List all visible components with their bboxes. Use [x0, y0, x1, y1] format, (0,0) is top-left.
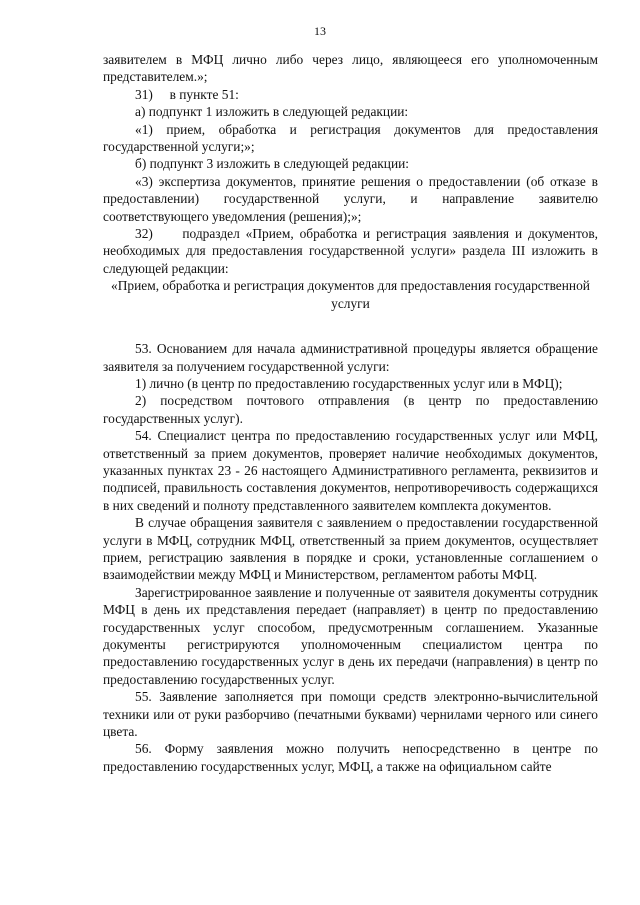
paragraph: В случае обращения заявителя с заявлением о предоставлении государственной услуги в МФЦ, сотрудник МФЦ, ответственный за прием документов, осуществляет прием, регистрацию заявления в порядке и сроки, установленные соглашением о взаимодействии между МФЦ и Министерством, регламентом работы МФЦ. — [103, 515, 598, 583]
spacer — [103, 312, 598, 332]
paragraph: «1) прием, обработка и регистрация документов для предоставления государственной услуги;»; — [103, 121, 598, 155]
document-body — [103, 51, 598, 775]
paragraph: 31) в пункте 51: — [135, 86, 239, 102]
section-heading: «Прием, обработка и регистрация документов для предоставления государственной услуги — [111, 278, 590, 311]
page-number: 13 — [314, 24, 326, 38]
paragraph: 54. Специалист центра по предоставлению государственных услуг или МФЦ, ответственный за прием документов, проверяет наличие необходимых документов, указанных пунктах 23 - 26 настоящего Административного регламента, реквизитов и подписей, правильность составления документов, непротиворечивость содержащихся в них сведений и полноту представленного заявителем комплекта документов. — [103, 428, 598, 513]
paragraph: 56. Форму заявления можно получить непосредственно в центре по предоставлению государственных услуг, МФЦ, а также на официальном сайте — [103, 741, 598, 774]
paragraph: 2) посредством почтового отправления (в центр по предоставлению государственных услуг). — [103, 393, 598, 426]
paragraph: заявителем в МФЦ лично либо через лицо, являющееся его уполномоченным представителем.»; — [103, 52, 598, 85]
paragraph: «3) экспертиза документов, принятие решения о предоставлении (об отказе в предоставлении) государственной услуги, и направление заявителю соответствующего уведомления (решения);»; — [103, 173, 598, 224]
paragraph: б) подпункт 3 изложить в следующей редакции: — [135, 156, 410, 172]
paragraph: 32) подраздел «Прием, обработка и регистрация заявления и документов, необходимых для предоставления государственной услуги» раздела III изложить в следующей редакции: — [103, 226, 598, 276]
paragraph: 55. Заявление заполняется при помощи средств электронно-вычислительной техники или от руки разборчиво (печатными буквами) чернилами черного или синего цвета. — [103, 689, 598, 740]
paragraph: 53. Основанием для начала административной процедуры является обращение заявителя за получением государственной услуги: — [103, 341, 598, 374]
paragraph: 1) лично (в центр по предоставлению государственных услуг или в МФЦ); — [135, 375, 563, 391]
paragraph: а) подпункт 1 изложить в следующей редакции: — [135, 104, 409, 120]
paragraph: Зарегистрированное заявление и полученные от заявителя документы сотрудник МФЦ в день их представления передает (направляет) в центр по предоставлению государственных услуг способом, предусмотренным соглашением. Указанные документы регистрируются уполномоченным специалистом центра по предоставлению государственных услуг в день их передачи (направления) в центр по предоставлению государственных услуг. — [103, 584, 598, 687]
